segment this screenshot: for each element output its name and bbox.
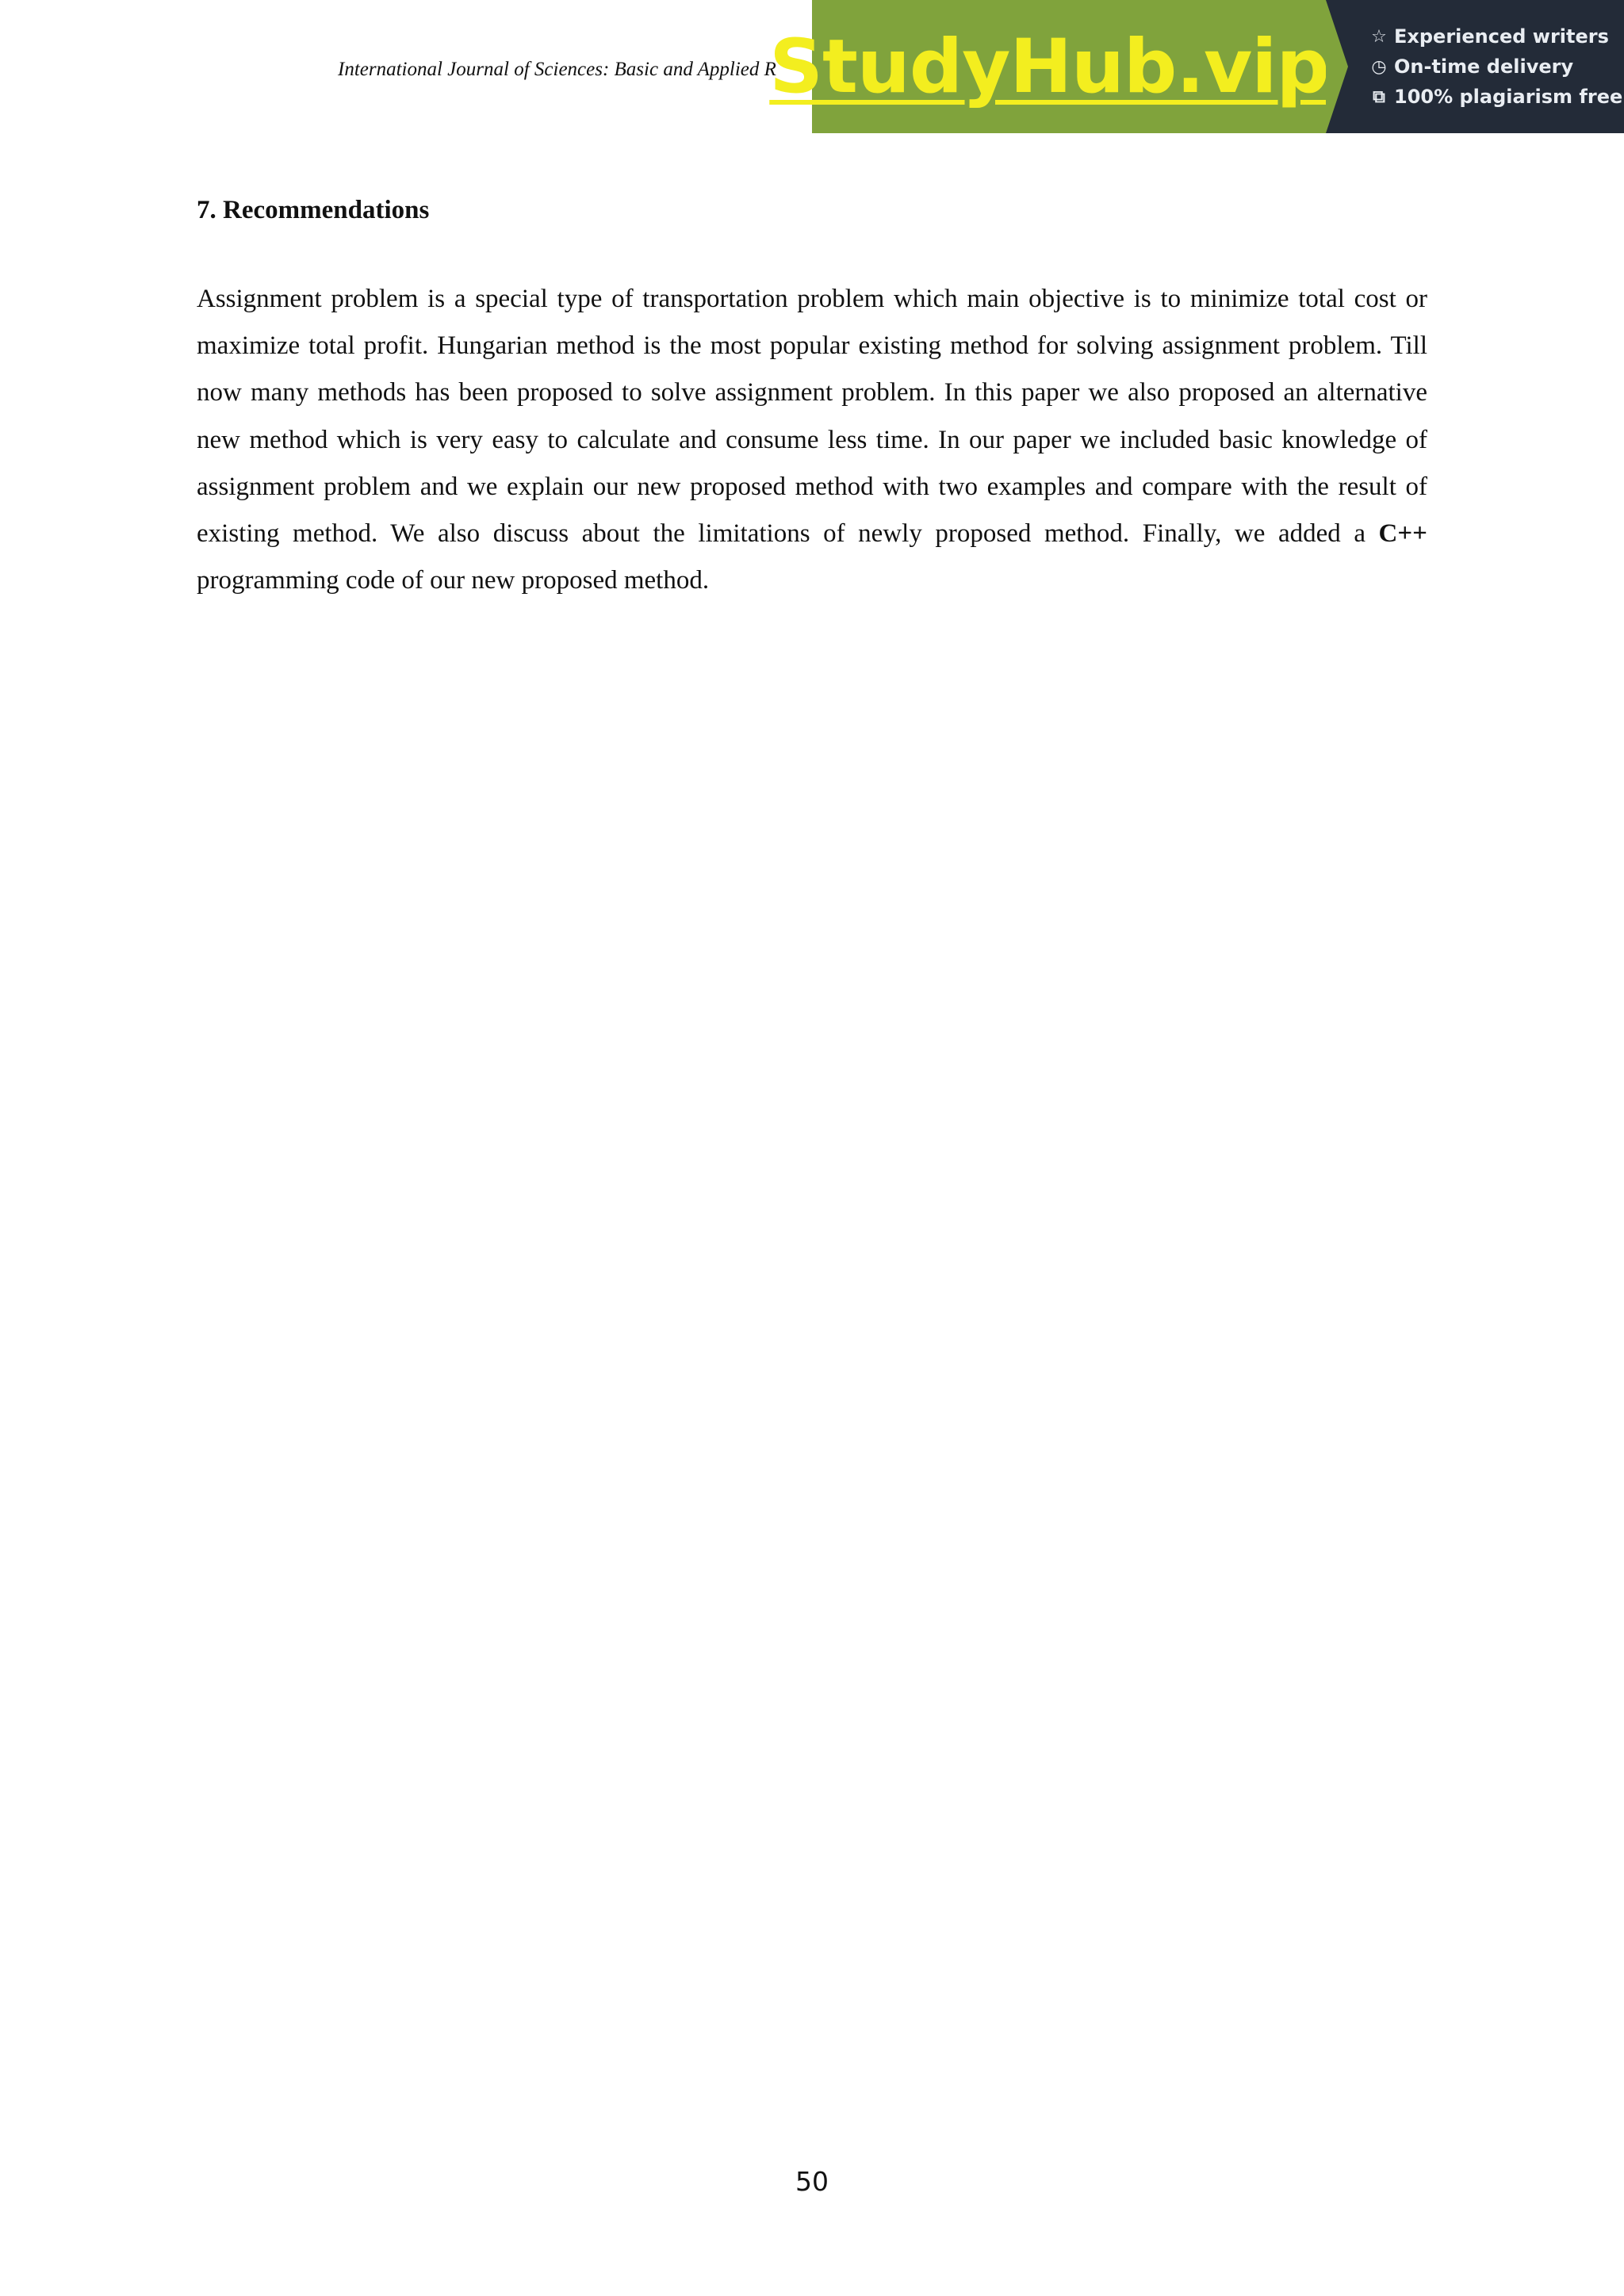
paragraph-bold-term: C++ (1378, 519, 1427, 549)
copy-icon: ⧉ (1373, 86, 1385, 107)
recommendations-paragraph (197, 276, 1427, 604)
star-icon: ☆ (1371, 26, 1387, 47)
paragraph-text: Assignment problem is a special type of transportation problem which main objective is to minimize total cost or maximize total profit. Hungarian method is the most popular existing method for solving assignment problem. Till now many methods has been proposed to solve assignment problem. In this paper we also proposed an alternative new method which is very easy to calculate and consume less time. In our paper we included basic knowledge of assignment problem and we explain our new proposed method with two examples and compare with the result of existing method. We also discuss about the limitations of newly proposed method. Finally, we added a (197, 285, 1427, 549)
feature-label: On-time delivery (1394, 55, 1574, 78)
feature-label: Experienced writers (1394, 25, 1609, 48)
feature-plagiarism-free (1370, 86, 1624, 108)
clock-icon: ◷ (1371, 56, 1387, 77)
feature-label: 100% plagiarism free (1394, 86, 1623, 108)
paragraph-text-end: programming code of our new proposed method. (197, 566, 710, 595)
studyhub-logo[interactable]: StudyHub.vip (769, 23, 1329, 110)
feature-experienced-writers (1370, 25, 1624, 48)
studyhub-ad-banner[interactable] (769, 0, 1624, 133)
banner-logo-area[interactable] (769, 0, 1329, 133)
feature-on-time-delivery (1370, 55, 1624, 78)
page-number: 50 (795, 2166, 829, 2197)
banner-feature-list (1326, 0, 1624, 133)
section-heading: 7. Recommendations (197, 196, 430, 224)
running-header-journal-title: International Journal of Sciences: Basic and Applied R (338, 59, 776, 80)
